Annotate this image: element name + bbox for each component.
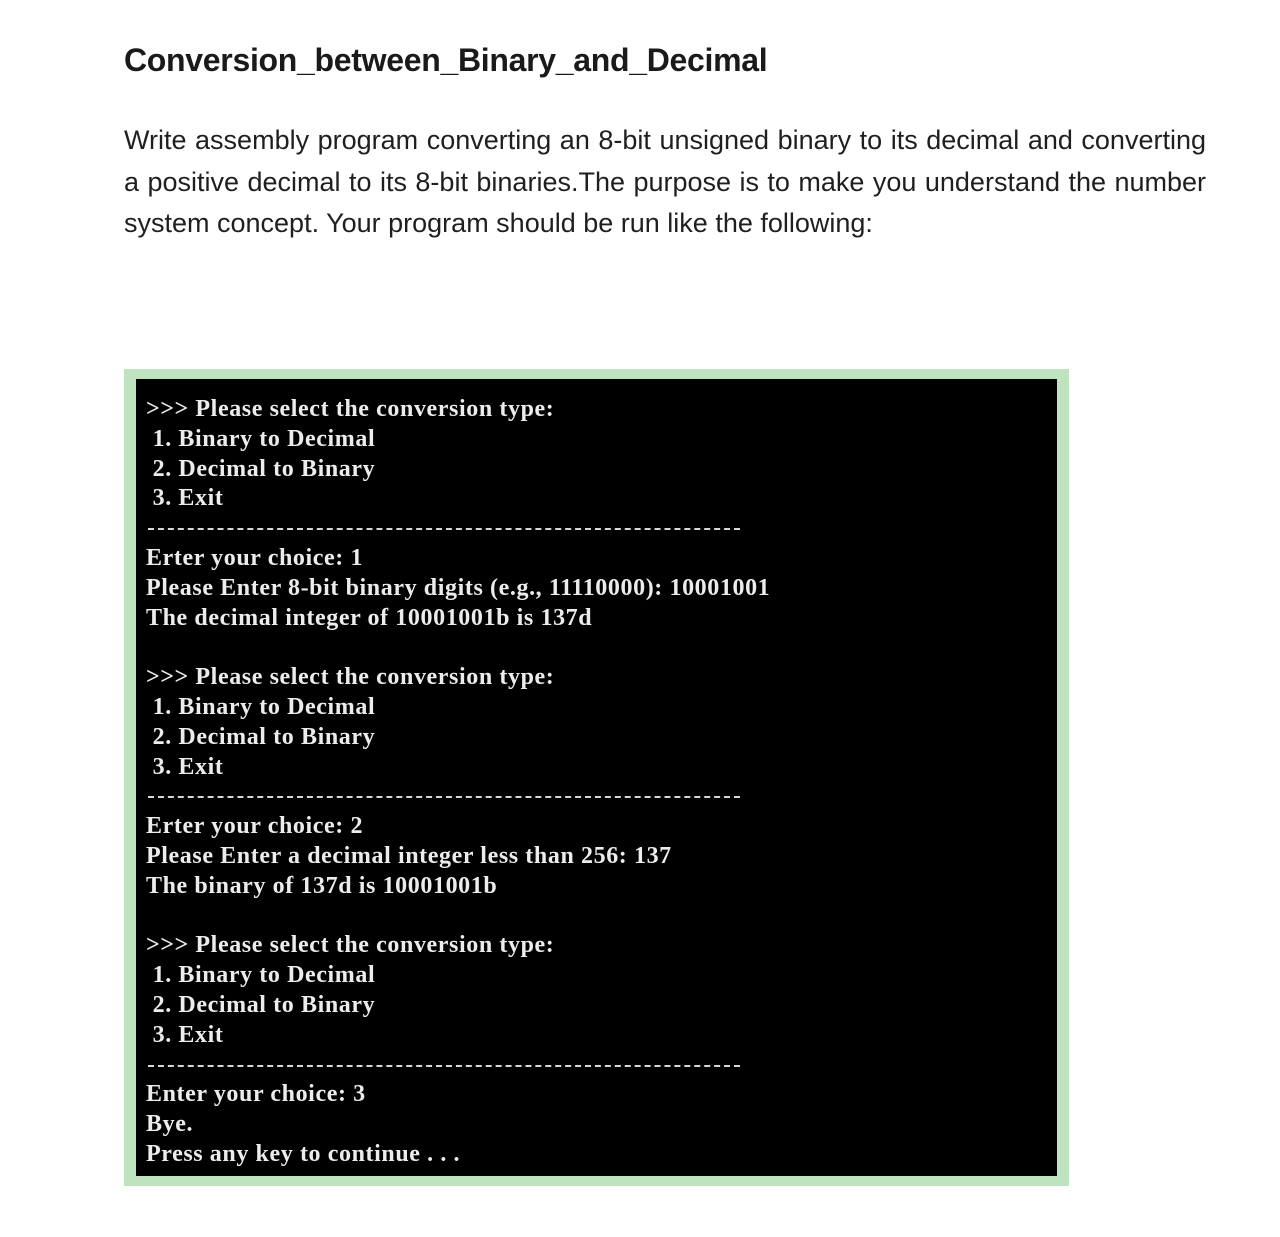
press-any-key-line: Press any key to continue . . . — [146, 1140, 461, 1167]
choice-input-line: Erter your choice: 1 — [146, 544, 364, 571]
menu-option-exit: 3. Exit — [146, 485, 224, 512]
menu-option-binary-to-decimal: 1. Binary to Decimal — [146, 425, 376, 452]
dashed-separator — [146, 514, 1057, 544]
blank-line — [146, 633, 1057, 663]
decimal-result-line: The decimal integer of 10001001b is 137d — [146, 604, 593, 631]
menu-option-decimal-to-binary: 2. Decimal to Binary — [146, 723, 376, 750]
terminal-screenshot-frame — [124, 369, 1069, 1186]
choice-input-line: Erter your choice: 2 — [146, 813, 364, 840]
binary-input-line: Please Enter 8-bit binary digits (e.g., 11110000): 10001001 — [146, 574, 771, 601]
menu-option-decimal-to-binary: 2. Decimal to Binary — [146, 991, 376, 1018]
instruction-paragraph: Write assembly program converting an 8-bit unsigned binary to its decimal and converting a positive decimal to its 8-bit binaries.The purpose is to make you understand the number system concept. Your program should be run like the following: — [124, 125, 1206, 238]
dashed-separator — [146, 1051, 1057, 1081]
menu-option-binary-to-decimal: 1. Binary to Decimal — [146, 693, 376, 720]
menu-option-exit: 3. Exit — [146, 753, 224, 780]
menu-option-exit: 3. Exit — [146, 1021, 224, 1048]
dashed-separator — [146, 782, 1057, 812]
menu-prompt-line: >>> Please select the conversion type: — [146, 664, 555, 691]
choice-input-line: Enter your choice: 3 — [146, 1081, 366, 1108]
menu-option-binary-to-decimal: 1. Binary to Decimal — [146, 962, 376, 989]
menu-prompt-line: >>> Please select the conversion type: — [146, 396, 555, 422]
binary-result-line: The binary of 137d is 10001001b — [146, 872, 498, 899]
bye-line: Bye. — [146, 1111, 194, 1138]
menu-prompt-line: >>> Please select the conversion type: — [146, 932, 555, 959]
menu-option-decimal-to-binary: 2. Decimal to Binary — [146, 455, 376, 482]
document-title: Conversion_between_Binary_and_Decimal — [124, 42, 768, 78]
decimal-input-line: Please Enter a decimal integer less than 256: 137 — [146, 842, 672, 869]
blank-line — [146, 902, 1057, 932]
console-window — [136, 379, 1057, 1176]
